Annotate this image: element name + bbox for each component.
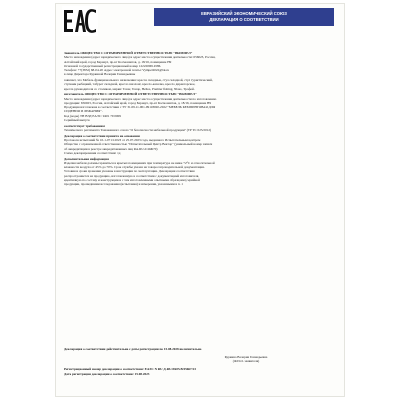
applicant-line: Основной государственный регистрационный номер 1222200014586. (64, 63, 162, 68)
additional-line: продукции, прошедшими исследования (испытания) и измерения, указанными в п. 1 (64, 182, 183, 187)
signatory-name: Куркина Валерия Геннадьевна (224, 355, 268, 359)
registration-date: Дата регистрации декларации о соответствии: 15.08.2023 (64, 372, 150, 376)
basis-line: Схема декларирования соответствия: 1д (64, 150, 121, 155)
section-manufacturer (64, 92, 336, 122)
section-requirements (64, 124, 336, 133)
section-declares (64, 78, 336, 91)
additional-line: влажности воздуха от 45% до 70%. Срок службы указан на товаросопроводительной документации. (64, 165, 205, 170)
union-title: ЕВРАЗИЙСКИЙ ЭКОНОМИЧЕСКИЙ СОЮЗ (201, 11, 287, 16)
applicant-line: Заявитель ОБЩЕСТВО С ОГРАНИЧЕННОЙ ОТВЕТСТВЕННОСТЬЮ "ВЫМПЕЛ" (64, 51, 193, 55)
additional-line: идентичную по составу и конструкции и с тем изготовленными опытными образцами (серийной (64, 177, 200, 182)
validity-statement: Декларация о соответствии действительна с даты регистрации по 15.08.2028 включительно (64, 347, 202, 351)
additional-line: распространяется на продукцию, изготовленную в соответствии с документацией изготовителя, (64, 173, 200, 178)
manufacturer-line: Код (коды) ТН ВЭД ЕАЭС: 9401 79 0009 (64, 113, 121, 118)
declaration-title: ДЕКЛАРАЦИЯ О СООТВЕТСТВИИ (209, 17, 279, 22)
applicant-line: Телефон: +7(3852) 68-04-20 Адрес электронной почты: Vympel2022@bk.ru (64, 68, 170, 72)
declares-line: заявляет, что Мебель функционального назначения: кресла складные, стул складной, стул туристический, (64, 78, 213, 83)
additional-line: Изделия мебели должны храниться в крытых помещениях при температуре не ниже +2°C и относительной (64, 160, 215, 165)
signatory-caption: (Ф.И.О. заявителя) (232, 359, 260, 363)
manufacturer-line: продукции: 656023, Россия, Алтайский край, город Барнаул, пр-кт Космонавтов, д. 18/16, помещение Н9 (64, 100, 212, 105)
basis-line: Протокола испытаний № 10-1-071/12023 от 25.07.2023 года, выданного Испытательным центром (64, 138, 201, 143)
requirements-line: соответствует требованиям (64, 123, 105, 128)
declaration-header (154, 8, 334, 26)
manufacturer-line: Серийный выпуск (64, 117, 90, 122)
declaration-document (56, 4, 344, 396)
declaration-body (64, 51, 336, 186)
additional-line: Дополнительная информация (64, 156, 109, 161)
basis-line: Общества с ограниченной ответственностью "Испытательный Центр Вектор" (уникальный номер записи (64, 142, 213, 147)
eac-logo (62, 6, 98, 36)
basis-line: Декларация о соответствии принята на основании (64, 133, 140, 138)
additional-line: Условия и сроки хранения указаны в инструкции по эксплуатации. Декларация соответствия (64, 169, 195, 174)
manufacturer-line: Место нахождения (адрес юридического лица) и адрес места осуществления деятельности по изготовлению (64, 96, 217, 101)
manufacturer-line: изготовитель ОБЩЕСТВО С ОГРАНИЧЕННОЙ ОТВЕТСТВЕННОСТЬЮ "ВЫМПЕЛ" (64, 92, 197, 97)
basis-line: об аккредитации в реестре аккредитованных лиц RA.RU.21ОЖ70) (64, 146, 158, 151)
manufacturer-line: Продукция изготовлена в соответствии с ТУ 31.09.11-001-99118020-2022 "МЕБЕЛЬ КЕМПИНГОВАЯ ДЛЯ (64, 105, 216, 110)
manufacturer-line: СИДЕНИЯ И ЛЕЖАНИЯ". (64, 109, 103, 114)
declares-line: кресла руководителя со столиком, марки: Tonar, Tonap, Helios, Premier fishing, Nisus, Трофей. (64, 86, 195, 91)
declares-line: стульчик рыбацкий, табурет складной, кресло шезлонг, кресло-качалка, кресло директорское, (64, 82, 196, 87)
section-additional (64, 157, 336, 187)
requirements-line: Технического регламента Таможенного союза "О безопасности мебельной продукции" (ТР ТС 025/2012) (64, 128, 212, 133)
applicant-line: Алтайский край, город Барнаул, пр-кт Космонавтов, д. 18/16, помещение Н9 (64, 59, 172, 64)
section-applicant (64, 51, 336, 77)
applicant-line: в лице Директора Куркиной Валерии Геннадьевны (64, 72, 136, 77)
applicant-line: Место нахождения (адрес юридического лица) и адрес места осуществления деятельности: 656023, Россия, (64, 55, 216, 60)
section-basis (64, 134, 336, 155)
registration-number: Регистрационный номер декларации о соответствии: ЕАЭС N RU Д-RU.РА05.В.95667/23 (64, 367, 196, 371)
